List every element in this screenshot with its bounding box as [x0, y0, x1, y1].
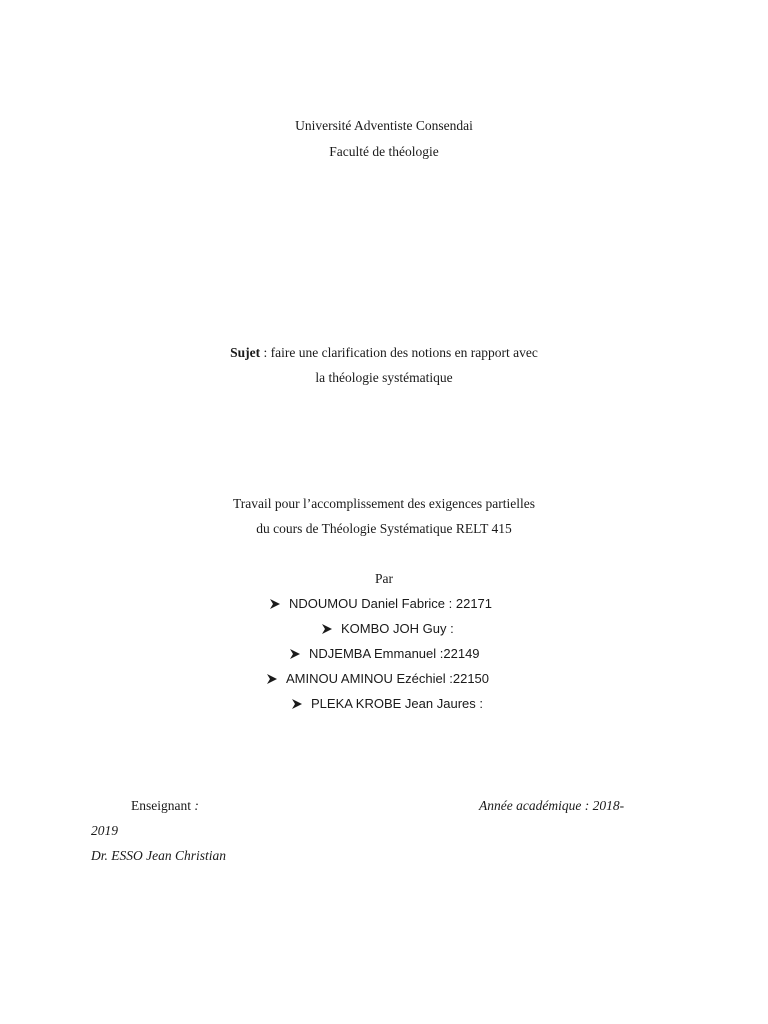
student-item [292, 696, 483, 711]
by-label: Par [375, 571, 393, 586]
student-name: KOMBO JOH Guy : [341, 621, 454, 636]
teacher-colon: : [191, 798, 199, 813]
work-line-2: du cours de Théologie Systématique RELT 415 [256, 521, 512, 536]
arrowhead-bullet-icon [270, 599, 280, 609]
teacher-label-line [131, 798, 199, 814]
student-item [290, 646, 480, 661]
student-item [267, 671, 489, 686]
arrowhead-bullet-icon [290, 649, 300, 659]
student-item [322, 621, 454, 636]
student-name: AMINOU AMINOU Ezéchiel :22150 [286, 671, 490, 686]
subject-label: Sujet [230, 345, 261, 360]
subject-line-1 [0, 345, 768, 361]
student-name: NDOUMOU Daniel Fabrice : 22171 [289, 596, 493, 611]
student-name: PLEKA KROBE Jean Jaures : [311, 696, 483, 711]
arrowhead-bullet-icon [322, 624, 332, 634]
student-name: NDJEMBA Emmanuel :22149 [309, 646, 480, 661]
academic-year-continuation: 2019 [91, 823, 118, 838]
teacher-name: Dr. ESSO Jean Christian [91, 848, 226, 863]
subject-text-1: : faire une clarification des notions en rapport avec [260, 345, 538, 360]
faculty-name: Faculté de théologie [329, 144, 439, 159]
arrowhead-bullet-icon [292, 699, 302, 709]
teacher-label: Enseignant [131, 798, 191, 813]
university-name: Université Adventiste Consendai [295, 118, 473, 133]
subject-line-2: la théologie systématique [315, 370, 453, 385]
work-line-1: Travail pour l’accomplissement des exigences partielles [232, 496, 536, 511]
academic-year-label: Année académique : 2018- [479, 798, 625, 813]
arrowhead-bullet-icon [267, 674, 277, 684]
student-item [270, 596, 492, 611]
